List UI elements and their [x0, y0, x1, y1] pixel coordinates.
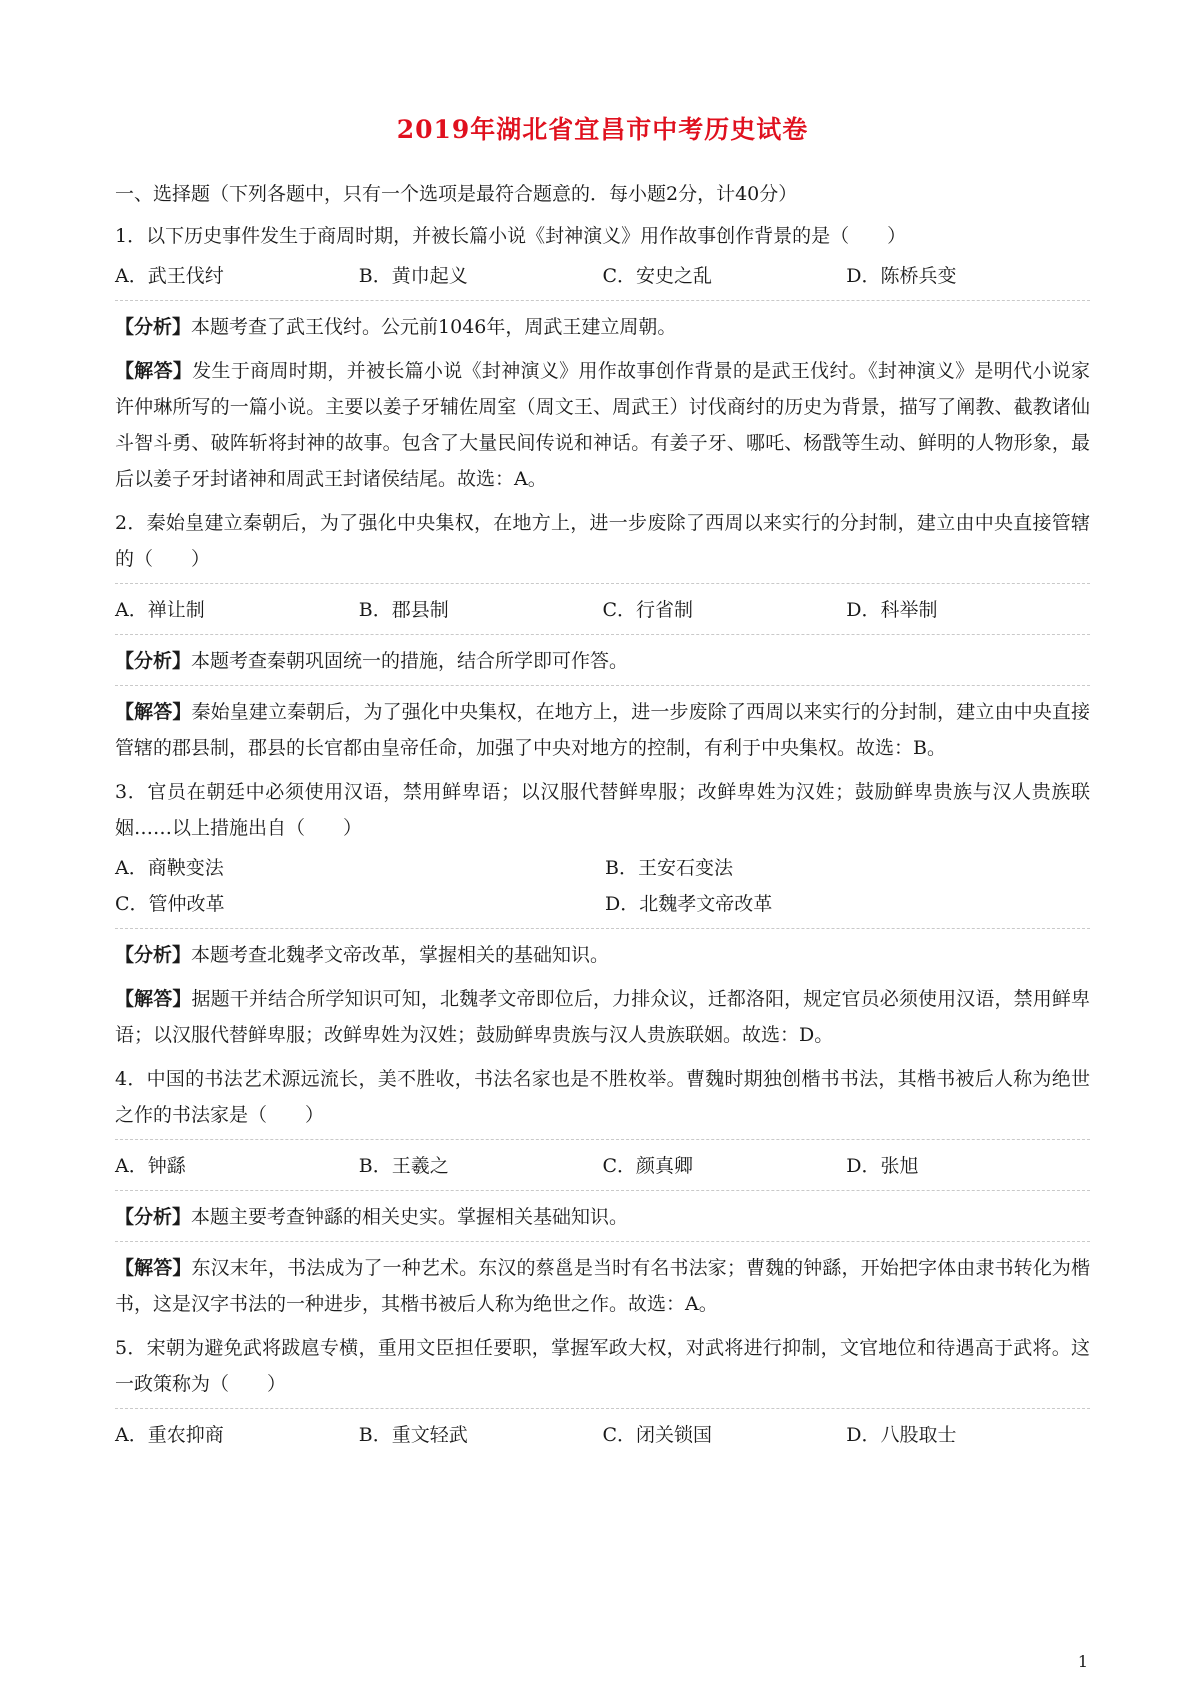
- option-b: B．郡县制: [358, 599, 449, 621]
- answer-text: 东汉末年，书法成为了一种艺术。东汉的蔡邕是当时有名书法家；曹魏的钟繇，开始把字体由隶书转化为楷书，这是汉字书法的一种进步，其楷书被后人称为绝世之作。故选：A。: [115, 1257, 1090, 1315]
- analysis-paragraph: [115, 309, 1090, 345]
- exam-page: [115, 110, 1090, 1453]
- option-d: D．科举制: [846, 599, 938, 621]
- option-a: A．重农抑商: [115, 1424, 224, 1446]
- analysis-paragraph: [115, 1199, 1090, 1235]
- analysis-text: 本题主要考查钟繇的相关史实。掌握相关基础知识。: [191, 1206, 629, 1228]
- analysis-text: 本题考查秦朝巩固统一的措施，结合所学即可作答。: [191, 650, 629, 672]
- question-1: [115, 218, 1090, 505]
- option-c: C．闭关锁国: [602, 1424, 713, 1446]
- options-row: [115, 1148, 1090, 1184]
- option-b: B．王安石变法: [605, 857, 733, 879]
- dashed-divider: [115, 1139, 1090, 1140]
- option-c: C．管仲改革: [115, 893, 225, 915]
- question-4: [115, 1061, 1090, 1330]
- answer-text: 秦始皇建立秦朝后，为了强化中央集权，在地方上，进一步废除了西周以来实行的分封制，建立由中央直接管辖的郡县制，郡县的长官都由皇帝任命，加强了中央对地方的控制，有利于中央集权。故选：B。: [115, 701, 1090, 759]
- option-c: C．行省制: [602, 599, 694, 621]
- dashed-divider: [115, 685, 1090, 686]
- analysis-text: 本题考查北魏孝文帝改革，掌握相关的基础知识。: [191, 944, 610, 966]
- exam-title: 2019年湖北省宜昌市中考历史试卷: [396, 115, 809, 144]
- question-stem: 5．宋朝为避免武将跋扈专横，重用文臣担任要职，掌握军政大权，对武将进行抑制，文官地位和待遇高于武将。这一政策称为（ ）: [115, 1337, 1090, 1395]
- section-heading: 一、选择题（下列各题中，只有一个选项是最符合题意的．每小题2分，计40分）: [115, 183, 798, 205]
- option-d: D．张旭: [846, 1155, 919, 1177]
- options-row: [115, 258, 1090, 294]
- options-row: [115, 592, 1090, 628]
- options-grid: [115, 850, 1090, 922]
- option-d: D．北魏孝文帝改革: [605, 893, 773, 915]
- answer-paragraph: [115, 1250, 1090, 1322]
- question-stem: 4．中国的书法艺术源远流长，美不胜收，书法名家也是不胜枚举。曹魏时期独创楷书书法，其楷书被后人称为绝世之作的书法家是（ ）: [115, 1068, 1090, 1126]
- dashed-divider: [115, 634, 1090, 635]
- answer-tag: 【解答】: [115, 701, 192, 723]
- page-number: 1: [1077, 1652, 1088, 1671]
- analysis-paragraph: [115, 937, 1090, 973]
- analysis-tag: 【分析】: [115, 1206, 192, 1228]
- question-3: [115, 774, 1090, 1061]
- options-row: [115, 1417, 1090, 1453]
- option-c: C．安史之乱: [602, 265, 713, 287]
- answer-text: 据题干并结合所学知识可知，北魏孝文帝即位后，力排众议，迁都洛阳，规定官员必须使用汉语，禁用鲜卑语；以汉服代替鲜卑服；改鲜卑姓为汉姓；鼓励鲜卑贵族与汉人贵族联姻。故选：D。: [115, 988, 1090, 1046]
- answer-paragraph: [115, 353, 1090, 497]
- option-b: B．王羲之: [358, 1155, 449, 1177]
- option-b: B．重文轻武: [358, 1424, 468, 1446]
- answer-tag: 【解答】: [115, 1257, 192, 1279]
- answer-tag: 【解答】: [115, 988, 192, 1010]
- question-2: [115, 505, 1090, 774]
- question-stem: 2．秦始皇建立秦朝后，为了强化中央集权，在地方上，进一步废除了西周以来实行的分封制，建立由中央直接管辖的（ ）: [115, 512, 1090, 570]
- analysis-tag: 【分析】: [115, 650, 192, 672]
- answer-text: 发生于商周时期，并被长篇小说《封神演义》用作故事创作背景的是武王伐纣。《封神演义》是明代小说家许仲琳所写的一篇小说。主要以姜子牙辅佐周室（周文王、周武王）讨伐商纣的历史为背景，描写了阐教、截教诸仙斗智斗勇、破阵斩将封神的故事。包含了大量民间传说和神话。有姜子牙、哪吒、杨戬等生动、鲜明的人物形象，最后以姜子牙封诸神和周武王封诸侯结尾。故选：A。: [115, 360, 1090, 490]
- answer-paragraph: [115, 981, 1090, 1053]
- option-a: A．商鞅变法: [115, 857, 224, 879]
- question-stem: 3．官员在朝廷中必须使用汉语，禁用鲜卑语；以汉服代替鲜卑服；改鲜卑姓为汉姓；鼓励鲜卑贵族与汉人贵族联姻……以上措施出自（ ）: [115, 781, 1090, 839]
- option-b: B．黄巾起义: [358, 265, 468, 287]
- answer-tag: 【解答】: [115, 360, 193, 382]
- option-a: A．禅让制: [115, 599, 205, 621]
- analysis-tag: 【分析】: [115, 944, 192, 966]
- option-a: A．钟繇: [115, 1155, 186, 1177]
- question-stem: 1．以下历史事件发生于商周时期，并被长篇小说《封神演义》用作故事创作背景的是（ ）: [115, 225, 907, 247]
- option-a: A．武王伐纣: [115, 265, 224, 287]
- dashed-divider: [115, 928, 1090, 929]
- dashed-divider: [115, 1241, 1090, 1242]
- option-d: D．陈桥兵变: [846, 265, 957, 287]
- analysis-text: 本题考查了武王伐纣。公元前1046年，周武王建立周朝。: [191, 316, 677, 338]
- option-c: C．颜真卿: [602, 1155, 694, 1177]
- analysis-tag: 【分析】: [115, 316, 192, 338]
- option-d: D．八股取士: [846, 1424, 957, 1446]
- dashed-divider: [115, 300, 1090, 301]
- dashed-divider: [115, 583, 1090, 584]
- answer-paragraph: [115, 694, 1090, 766]
- question-5: [115, 1330, 1090, 1453]
- dashed-divider: [115, 1408, 1090, 1409]
- analysis-paragraph: [115, 643, 1090, 679]
- dashed-divider: [115, 1190, 1090, 1191]
